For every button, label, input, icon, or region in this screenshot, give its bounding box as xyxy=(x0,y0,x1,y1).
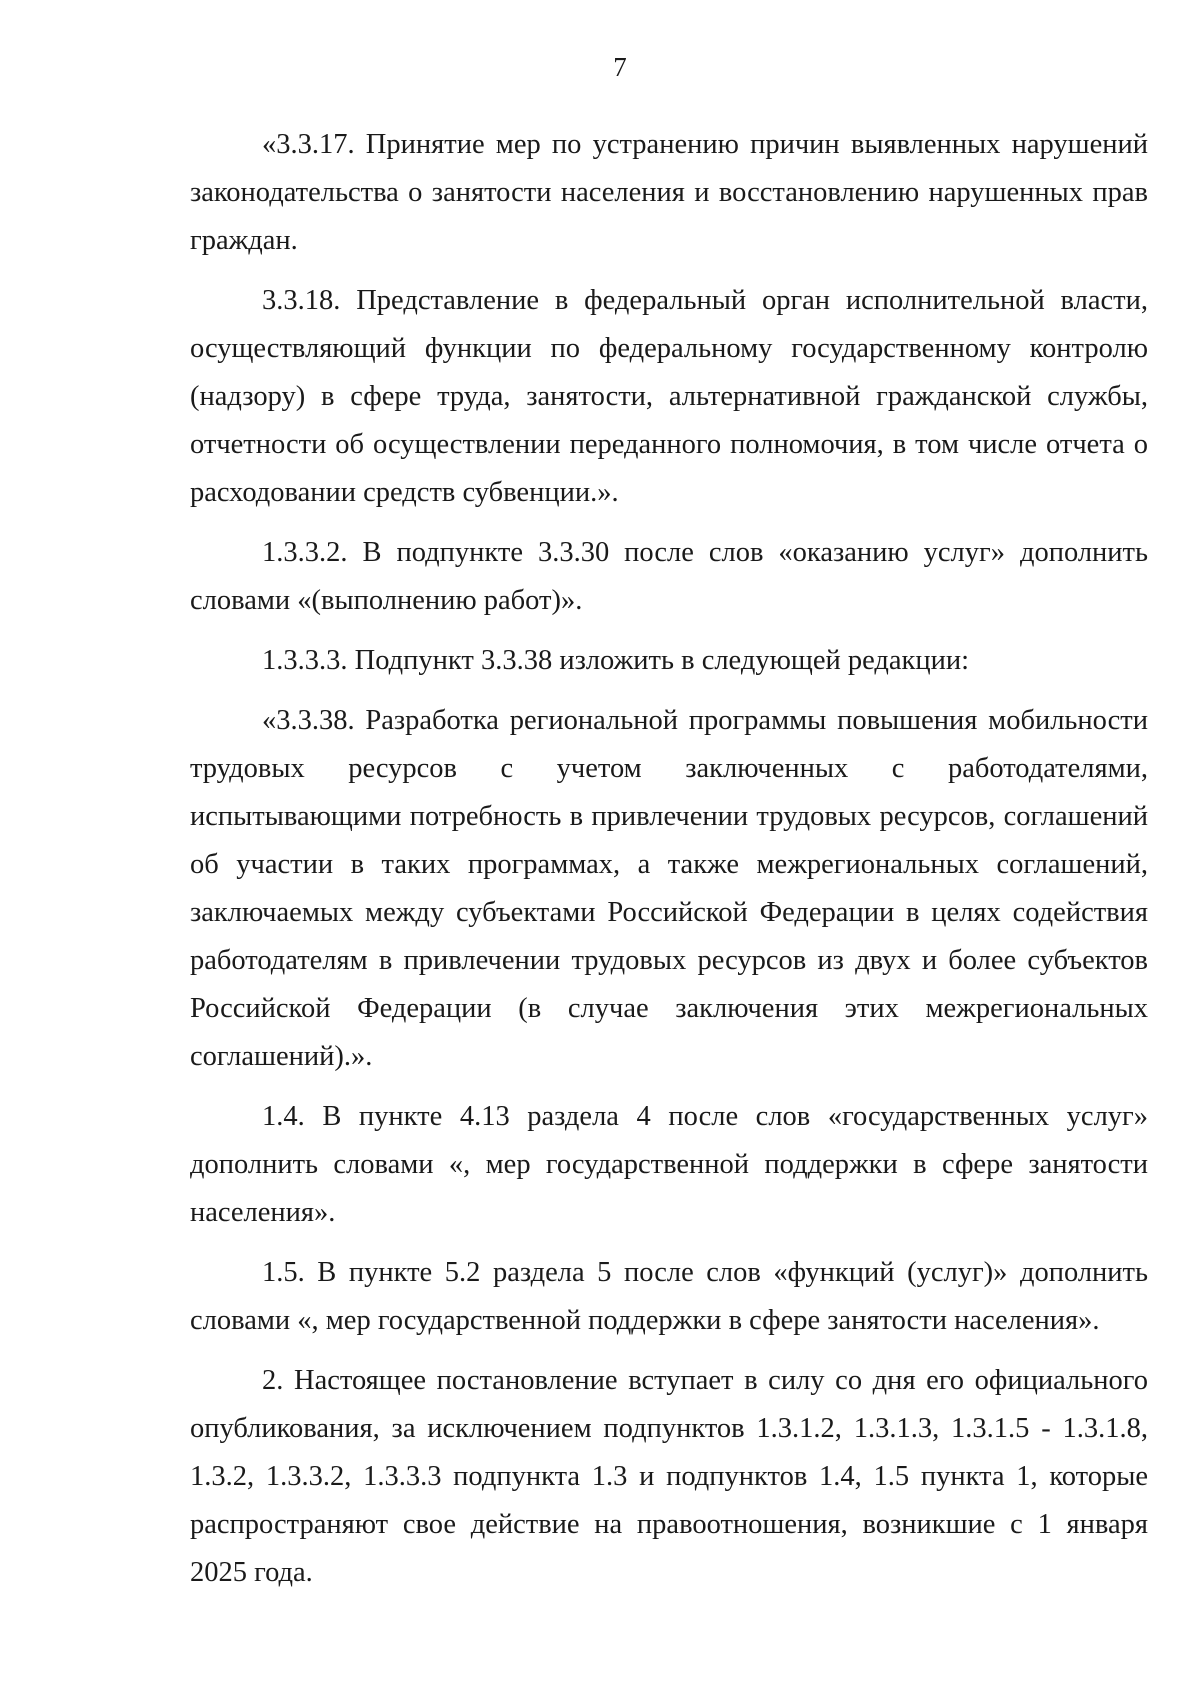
paragraph-1-3-3-2: 1.3.3.2. В подпункте 3.3.30 после слов «оказанию услуг» дополнить словами «(выполнению работ)». xyxy=(190,537,1148,616)
paragraph-1-4: 1.4. В пункте 4.13 раздела 4 после слов «государственных услуг» дополнить словами «, мер государственной поддержки в сфере занятости населения». xyxy=(190,1101,1148,1228)
document-body xyxy=(190,121,1148,1609)
paragraph-3-3-17: «3.3.17. Принятие мер по устранению причин выявленных нарушений законодательства о занятости населения и восстановлению нарушенных прав граждан. xyxy=(190,129,1148,256)
paragraph-3-3-18: 3.3.18. Представление в федеральный орган исполнительной власти, осуществляющий функции по федеральному государственному контролю (надзору) в сфере труда, занятости, альтернативной гражданской службы, отчетности об осуществлении переданного полномочия, в том числе отчета о расходовании средств субвенции.». xyxy=(190,285,1148,508)
paragraph-1-5: 1.5. В пункте 5.2 раздела 5 после слов «функций (услуг)» дополнить словами «, мер государственной поддержки в сфере занятости населения». xyxy=(190,1257,1148,1336)
page-number: 7 xyxy=(613,52,627,82)
paragraph-1-3-3-3: 1.3.3.3. Подпункт 3.3.38 изложить в следующей редакции: xyxy=(262,645,970,676)
paragraph-2-effective-date: 2. Настоящее постановление вступает в силу со дня его официального опубликования, за исключением подпунктов 1.3.1.2, 1.3.1.3, 1.3.1.5 - 1.3.1.8, 1.3.2, 1.3.3.2, 1.3.3.3 подпункта 1.3 и подпунктов 1.4, 1.5 пункта 1, которые распространяют свое действие на правоотношения, возникшие с 1 января 2025 года. xyxy=(190,1365,1148,1588)
paragraph-3-3-38: «3.3.38. Разработка региональной программы повышения мобильности трудовых ресурсов с учетом заключенных с работодателями, испытывающими потребность в привлечении трудовых ресурсов, соглашений об участии в таких программах, а также межрегиональных соглашений, заключаемых между субъектами Российской Федерации в целях содействия работодателям в привлечении трудовых ресурсов из двух и более субъектов Российской Федерации (в случае заключения этих межрегиональных соглашений).». xyxy=(190,705,1148,1072)
